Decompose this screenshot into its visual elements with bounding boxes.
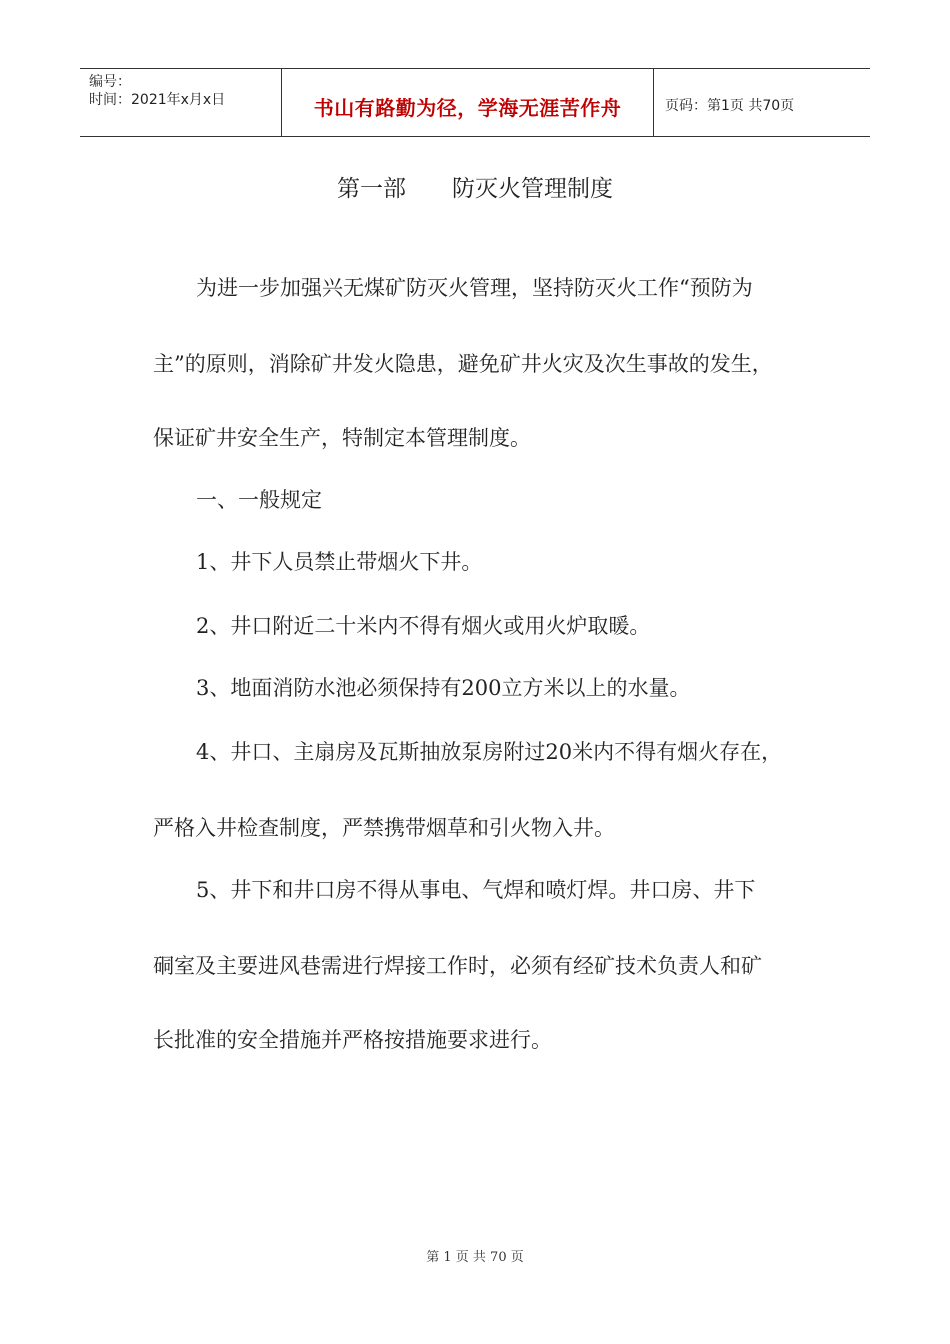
title-part: 第一部 [337,176,406,202]
body-line: 2、井口附近二十米内不得有烟火或用火炉取暖。 [196,614,651,638]
body-line: 3、地面消防水池必须保持有200立方米以上的水量。 [196,676,691,700]
body-line: 4、井口、主扇房及瓦斯抽放泵房附过20米内不得有烟火存在， [196,740,783,764]
body-line: 为进一步加强兴无煤矿防灭火管理，坚持防灭火工作“预防为 [196,276,753,300]
body-line: 严格入井检查制度，严禁携带烟草和引火物入井。 [153,816,615,840]
header-divider [653,69,654,136]
header-motto: 书山有路勤为径，学海无涯苦作舟 [313,96,622,120]
date-label: 时间：2021年x月x日 [89,92,226,108]
body-line: 主”的原则，消除矿井发火隐患，避免矿井火灾及次生事故的发生， [153,352,773,376]
body-line: 长批准的安全措施并严格按措施要求进行。 [153,1028,552,1052]
section-heading: 一、一般规定 [196,488,322,512]
body-line: 5、井下和井口房不得从事电、气焊和喷灯焊。井口房、井下 [196,878,756,902]
document-header [80,68,870,137]
title-name: 防灭火管理制度 [452,176,613,202]
header-page-info: 页码：第1页 共70页 [665,98,795,114]
body-line: 保证矿井安全生产，特制定本管理制度。 [153,426,531,450]
page-title [0,170,950,203]
code-label: 编号： [89,74,131,90]
header-meta [89,73,225,109]
page-footer: 第 1 页 共 70 页 [426,1250,524,1265]
body-line: 1、井下人员禁止带烟火下井。 [196,550,483,574]
body-line: 硐室及主要进风巷需进行焊接工作时，必须有经矿技术负责人和矿 [153,954,762,978]
